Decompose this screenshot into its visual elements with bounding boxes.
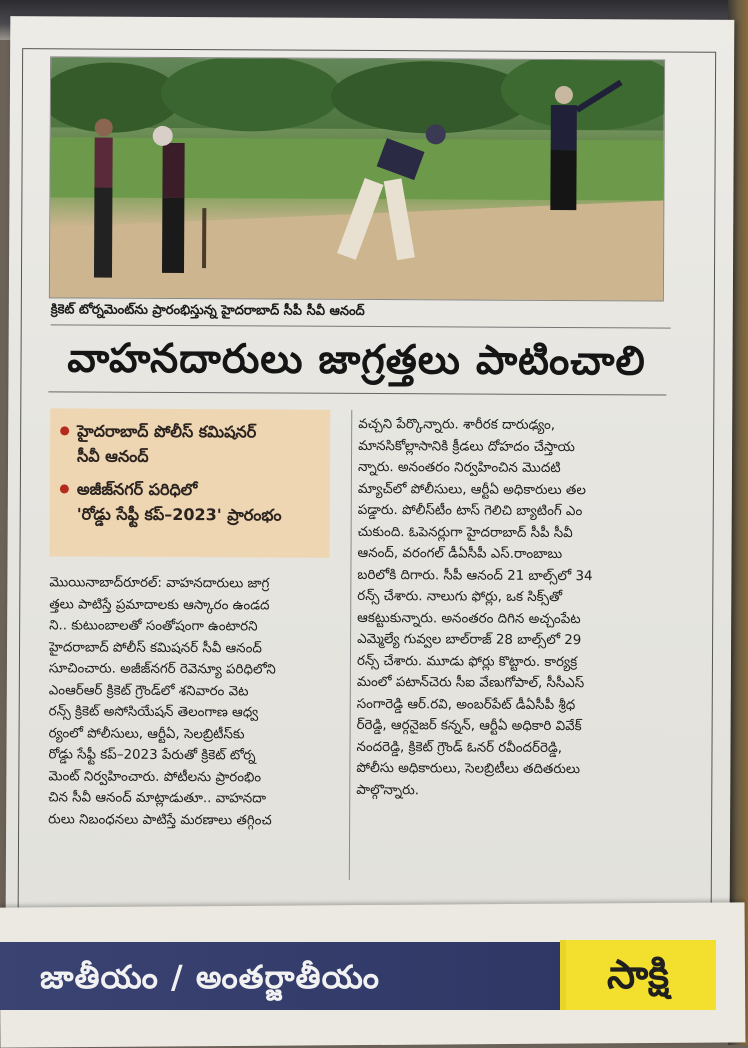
section-title: జాతీయం / అంతర్జాతీయం xyxy=(40,958,380,996)
highlight-text: హైదరాబాద్ పోలీస్ కమిషనర్ సీవీ ఆనంద్ xyxy=(76,421,257,466)
bullet-icon xyxy=(60,484,69,493)
brand-logo: సాక్షి xyxy=(606,952,670,998)
article-body-left: మొయినాబాద్‌రూరల్: వాహనదారులు జాగ్ర త్తలు పాటిస్తే ప్రమాదాలకు ఆస్కారం ఉండద ని.. కుటుంబాలతో సంతోషంగా ఉంటారని హైదరాబాద్ పోలీస్ కమిషనర్ సీవీ ఆనంద్ సూచించారు. అజీజ్‌నగర్ రెవెన్యూ పరిధిలోని ఎంఆర్ఆర్ క్రికెట్ గ్రౌండ్‌లో శనివారం వెట రన్స్ క్రికెట్ అసోసియేషన్ తెలంగాణ ఆధ్వ ర్యంలో పోలీసులు, ఆర్టీఏ, సెలబ్రిటీస్‌కు రోడ్డు సేఫ్టీ కప్–2023 పేరుతో క్రికెట్ టోర్న మెంట్ నిర్వహించారు. పోటీలను ప్రారంభిం చిన సీవీ ఆనంద్ మాట్లాడుతూ.. వాహనదా రులు నిబంధనలు పాటిస్తే మరణాలు తగ్గించ xyxy=(48,575,276,828)
article-body-right: వచ్చని పేర్కొన్నారు. శారీరక దారుఢ్యం, మానసికోల్లాసానికి క్రీడలు దోహదం చేస్తాయ న్నారు. అనంతరం నిర్వహించిన మొదటి మ్యాచ్‌లో పోలీసులు, ఆర్టీఏ అధికారులు తల పడ్డారు. పోలీస్‌టీం టాస్ గెలిచి బ్యాటింగ్ ఎం చుకుంది. ఓపెనర్లుగా హైదరాబాద్ సీపీ సీవీ ఆనంద్, వరంగల్ డీఏసీపీ ఎస్.రాంబాబు బరిలోకి దిగారు. సీపీ ఆనంద్ 21 బాల్స్‌లో 34 రన్స్ చేశారు. నాలుగు ఫోర్లు, ఒక సిక్స్‌తో ఆకట్టుకున్నారు. అనంతరం దిగిన అచ్చంపేట ఎమ్మెల్యే గువ్వల బాల్‌రాజ్ 28 బాల్స్‌లో 29 రన్స్ చేశారు. మూడు ఫోర్లు కొట్టారు. కార్యక్ర మంలో పటాన్‌చెరు సీఐ వేణుగోపాల్, సీసీఎస్ సంగారెడ్డి ఆర్.రవి, అంబర్‌పేట్ డీఏసీపీ శ్రీధ ర్‌రెడ్డి, ఆర్గనైజర్ కన్నన్, ఆర్టీఏ అధికారి వివేక్ నందరెడ్డి, క్రికెట్ గ్రౌండ్ ఓనర్ రవీందర్‌రెడ్డి, పోలీసు అధికారులు, సెలబ్రిటీలు తదితరులు పాల్గొన్నారు. xyxy=(356,416,593,798)
highlight-text: అజీజ్‌నగర్ పరిధిలో 'రోడ్డు సేఫ్టీ కప్–2023' ప్రారంభం xyxy=(76,479,282,525)
bullet-icon xyxy=(60,426,69,435)
article-headline: వాహనదారులు జాగ్రత్తలు పాటించాలి xyxy=(67,334,646,385)
newspaper-clipping xyxy=(6,16,735,912)
article-photo xyxy=(49,56,665,301)
highlight-item xyxy=(60,418,320,469)
cricket-scene-image xyxy=(50,57,664,300)
photo-caption: క్రికెట్ టోర్నమెంట్‌ను ప్రారంభిస్తున్న హైదరాబాద్ సీపీ సీవీ ఆనంద్ xyxy=(51,302,671,328)
highlights-box xyxy=(50,408,331,557)
highlight-item xyxy=(60,476,320,527)
